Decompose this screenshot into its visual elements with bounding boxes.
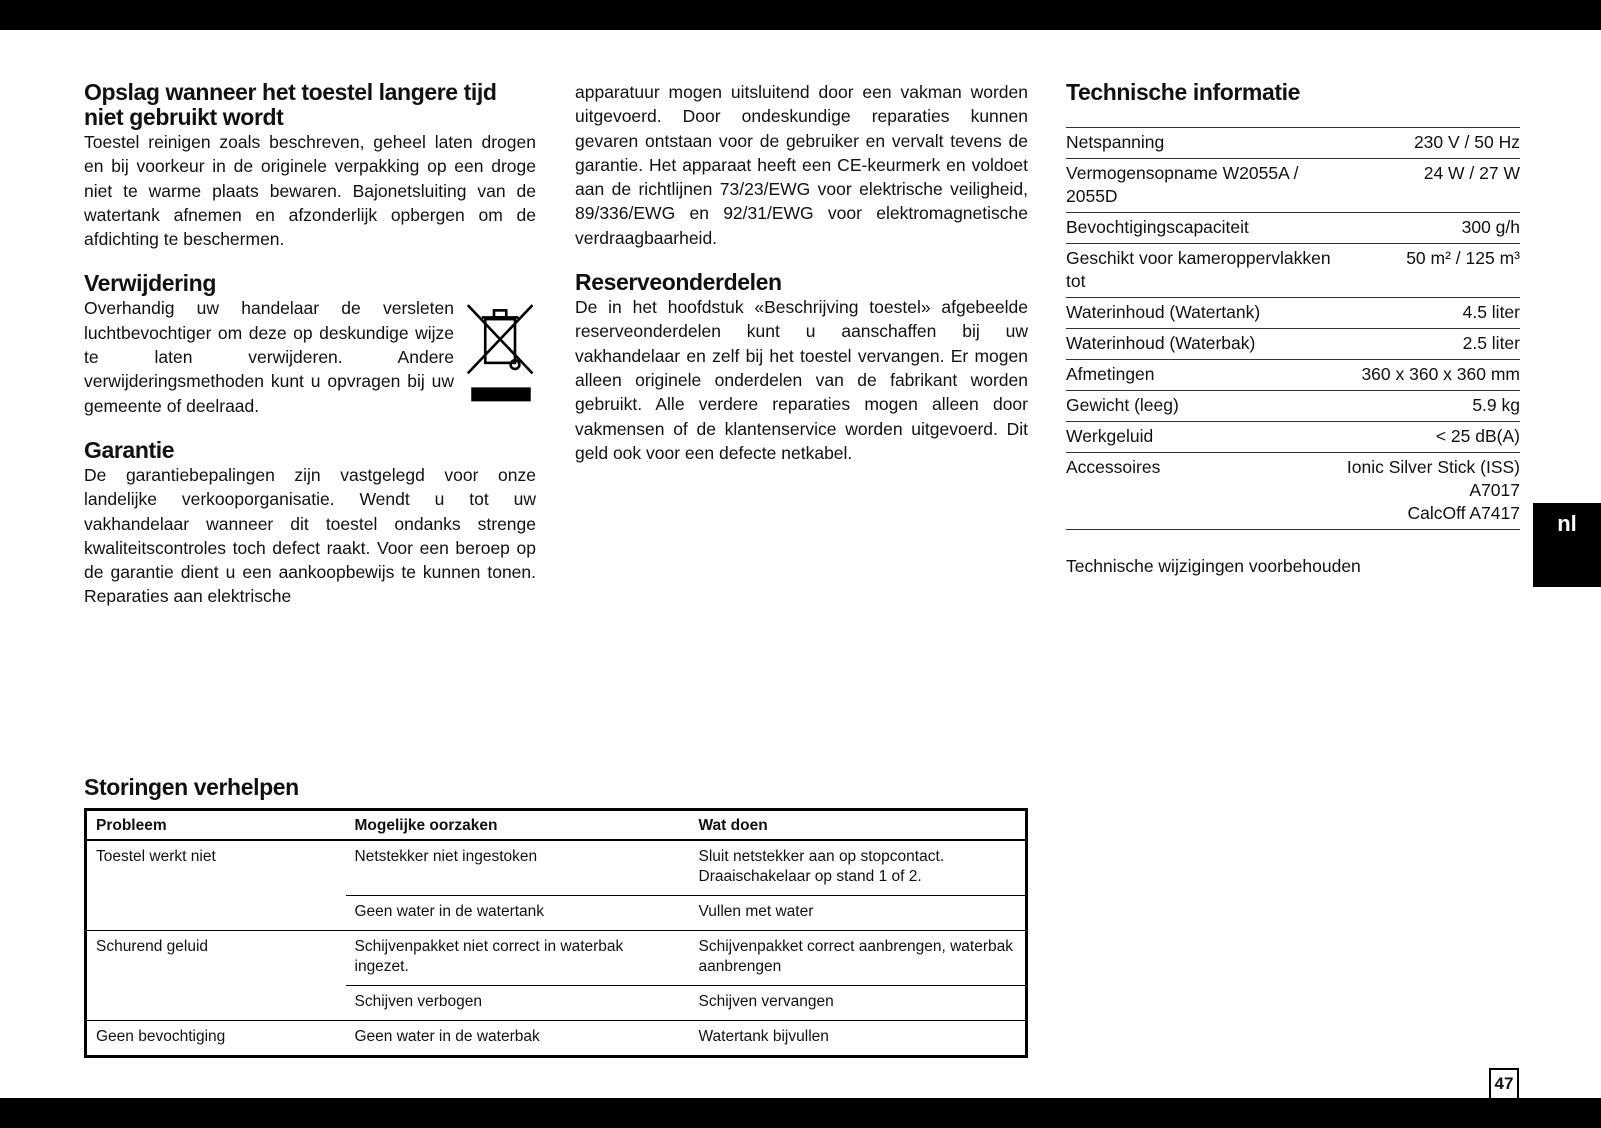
spec-value: 4.5 liter [1331,298,1520,329]
spec-value: < 25 dB(A) [1331,422,1520,453]
spec-label: Netspanning [1066,128,1331,159]
warranty-section [84,438,536,609]
problem-cell [86,986,346,1021]
top-bar [0,0,1601,30]
spec-value: 5.9 kg [1331,391,1520,422]
header-action: Wat doen [690,810,1027,841]
bottom-bar [0,1098,1601,1128]
warranty-title: Garantie [84,436,175,463]
spec-value: 2.5 liter [1331,329,1520,360]
column-2 [575,80,1028,485]
warranty-continued-text: apparatuur mogen uitsluitend door een vakman worden uitgevoerd. Door ondeskundige reparaties kunnen gevaren ontstaan voor de gebruiker en vervalt tevens de garantie. Het apparaat heeft een CE-keurmerk en voldoet aan de richtlijnen 73/23/EWG voor elektrische veiligheid, 89/336/EWG en 92/31/EWG voor elektromagnetische verdraagbaarheid. [575,82,1028,248]
spec-row [1066,391,1520,422]
storage-title: Opslag wanneer het toestel langere tijd niet gebruikt wordt [84,79,497,130]
parts-section [575,270,1028,465]
problem-cell: Toestel werkt niet [86,840,346,896]
action-cell: Schijvenpakket correct aanbrengen, waterbak aanbrengen [690,931,1027,986]
column-1 [84,80,536,629]
parts-text: De in het hoofdstuk «Beschrijving toestel» afgebeelde reserveonderdelen kunt u aanschaffen bij uw vakhandelaar en zelf bij het toestel vervangen. Er mogen alleen originele onderdelen van de fabrikant worden gebruikt. Alle verdere reparaties mogen alleen door vakmensen of de klantenservice worden uitgevoerd. Dit geld ook voor een defecte netkabel. [575,297,1028,463]
troubleshooting-table [84,808,1028,1058]
spec-value: 300 g/h [1331,213,1520,244]
problem-cell [86,896,346,931]
spec-label: Waterinhoud (Waterbak) [1066,329,1331,360]
parts-title: Reserveonderdelen [575,269,782,296]
storage-text: Toestel reinigen zoals beschreven, geheel laten drogen en bij voorkeur in de originele verpakking op een droge niet te warme plaats bewaren. Bajonetsluiting van de watertank afnemen en afzonderlijk opbergen om de afdichting te beschermen. [84,132,536,250]
cause-cell: Geen water in de waterbak [346,1021,690,1057]
troubleshooting-section [84,775,1028,1058]
spec-value [1331,453,1520,530]
action-cell: Watertank bijvullen [690,1021,1027,1057]
storage-section [84,80,536,251]
spec-row [1066,244,1520,298]
spec-row [1066,329,1520,360]
spec-row [1066,298,1520,329]
spec-row [1066,422,1520,453]
spec-row [1066,213,1520,244]
spec-label: Afmetingen [1066,360,1331,391]
tech-note: Technische wijzigingen voorbehouden [1066,556,1361,576]
spec-row [1066,453,1520,530]
spec-label: Werkgeluid [1066,422,1331,453]
spec-label: Accessoires [1066,453,1331,530]
table-header-row [86,810,1027,841]
spec-row [1066,128,1520,159]
disposal-text: Overhandig uw handelaar de versleten luchtbevochtiger om deze op deskundige wijze te laten verwijderen. Andere verwijderingsmethoden kunt u opvragen bij uw gemeente of deelraad. [84,298,454,416]
spec-label: Vermogensopname W2055A / 2055D [1066,159,1331,213]
language-tab: nl [1533,503,1601,587]
action-cell: Sluit netstekker aan op stopcontact. Draaischakelaar op stand 1 of 2. [690,840,1027,896]
spec-value: 230 V / 50 Hz [1331,128,1520,159]
spec-row [1066,159,1520,213]
spec-label: Bevochtigingscapaciteit [1066,213,1331,244]
table-row [86,1021,1027,1057]
page-number: 47 [1489,1068,1519,1098]
disposal-title: Verwijdering [84,270,216,297]
table-row [86,931,1027,986]
tech-title: Technische informatie [1066,79,1301,105]
spec-label: Gewicht (leeg) [1066,391,1331,422]
problem-cell: Geen bevochtiging [86,1021,346,1057]
spec-label: Waterinhoud (Watertank) [1066,298,1331,329]
cause-cell: Netstekker niet ingestoken [346,840,690,896]
spec-value-line: CalcOff A7417 [1407,503,1520,523]
table-row [86,840,1027,896]
cause-cell: Schijven verbogen [346,986,690,1021]
crossed-bin-icon [466,296,536,414]
header-cause: Mogelijke oorzaken [346,810,690,841]
spec-table [1066,127,1520,530]
problem-cell: Schurend geluid [86,931,346,986]
troubleshooting-title: Storingen verhelpen [84,774,299,800]
cause-cell: Schijvenpakket niet correct in waterbak ingezet. [346,931,690,986]
spec-value: 50 m² / 125 m³ [1331,244,1520,298]
table-row [86,896,1027,931]
action-cell: Vullen met water [690,896,1027,931]
column-3 [1066,80,1520,577]
spec-row [1066,360,1520,391]
spec-value: 24 W / 27 W [1331,159,1520,213]
action-cell: Schijven vervangen [690,986,1027,1021]
spec-value: 360 x 360 x 360 mm [1331,360,1520,391]
cause-cell: Geen water in de watertank [346,896,690,931]
table-row [86,986,1027,1021]
header-problem: Probleem [86,810,346,841]
warranty-continued [575,80,1028,250]
spec-label: Geschikt voor kameroppervlakken tot [1066,244,1331,298]
disposal-section [84,271,536,417]
spec-value-line: Ionic Silver Stick (ISS) A7017 [1346,457,1520,500]
warranty-text: De garantiebepalingen zijn vastgelegd voor onze landelijke verkooporganisatie. Wendt u tot uw vakhandelaar wanneer dit toestel ondanks strenge kwaliteitscontroles toch defect raakt. Voor een beroep op de garantie dient u een aankoopbewijs te kunnen tonen. Reparaties aan elektrische [84,464,536,607]
